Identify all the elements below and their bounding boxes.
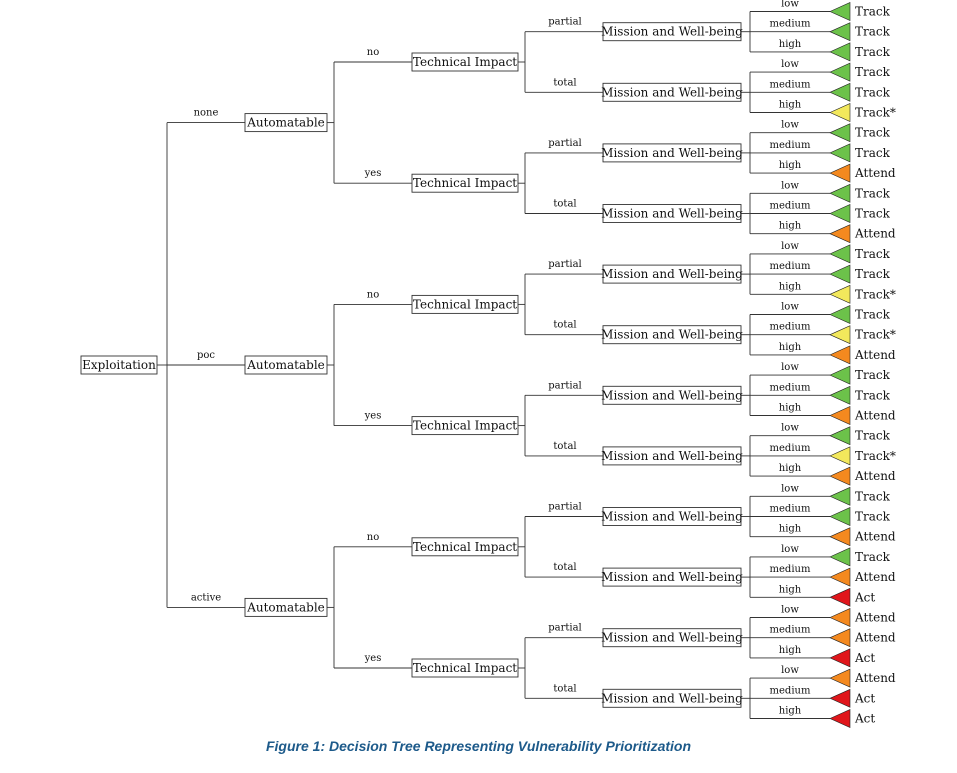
mission-node-11-label: Mission and Well-being [601, 630, 743, 645]
mission-node-3-label: Mission and Well-being [601, 145, 743, 160]
outcome-label-7: Track [855, 125, 890, 140]
outcome-label-21: Attend [855, 408, 896, 423]
outcome-label-8: Track [855, 145, 890, 160]
edge-label: medium [769, 261, 811, 273]
outcome-label-14: Track [855, 267, 890, 282]
outcome-label-9: Attend [855, 166, 896, 181]
outcome-marker-6 [830, 104, 850, 122]
edge-label: partial [548, 622, 582, 634]
outcome-marker-18 [830, 346, 850, 364]
technical-impact-node-4-label: Technical Impact [412, 418, 518, 433]
mission-node-12-label: Mission and Well-being [601, 691, 743, 706]
mission-node-4-label: Mission and Well-being [601, 206, 743, 221]
outcome-marker-20 [830, 386, 850, 404]
edge-label: no [366, 47, 380, 58]
edge-label: high [778, 705, 802, 717]
outcome-label-27: Attend [855, 529, 896, 544]
edge-label: partial [548, 16, 582, 28]
edge-label: high [778, 584, 802, 596]
outcome-label-32: Attend [855, 630, 896, 645]
outcome-label-12: Attend [855, 226, 896, 241]
outcome-label-36: Act [855, 711, 876, 726]
edge-label: total [553, 683, 577, 695]
edge-label: low [781, 240, 799, 252]
outcome-marker-10 [830, 184, 850, 202]
outcome-label-33: Act [855, 650, 876, 665]
outcome-label-15: Track* [855, 287, 896, 302]
mission-node-10-label: Mission and Well-being [601, 570, 743, 585]
edge-label: partial [548, 380, 582, 392]
edge-label: low [781, 362, 799, 374]
automatable-node-2-label: Automatable [247, 358, 325, 372]
outcome-label-31: Attend [855, 610, 896, 625]
outcome-label-6: Track* [855, 105, 896, 120]
edge-label: total [553, 562, 577, 574]
outcome-marker-30 [830, 588, 850, 606]
outcome-label-29: Attend [855, 570, 896, 585]
edge-label: no [366, 289, 380, 301]
outcome-label-18: Attend [855, 347, 896, 362]
outcome-marker-24 [830, 467, 850, 485]
outcome-label-3: Track [855, 44, 890, 59]
edge-label: low [781, 543, 799, 555]
outcome-label-25: Track [855, 489, 890, 504]
edge-label: high [778, 463, 802, 475]
outcome-label-22: Track [855, 428, 890, 443]
edge-label: high [778, 281, 802, 293]
outcome-label-1: Track [855, 4, 890, 19]
edge-label: no [366, 531, 380, 543]
edge-label: low [781, 0, 799, 10]
outcome-marker-5 [830, 83, 850, 101]
edge-label: high [778, 402, 802, 414]
edge-label: high [778, 99, 802, 111]
edge-label: low [781, 119, 799, 131]
edge-label: medium [769, 685, 811, 697]
outcome-label-11: Track [855, 206, 890, 221]
edge-label: medium [769, 321, 811, 333]
outcome-label-16: Track [855, 307, 890, 322]
outcome-label-5: Track [855, 85, 890, 100]
edge-label: total [553, 198, 577, 210]
edge-label: low [781, 59, 799, 71]
outcome-label-20: Track [855, 388, 890, 403]
edge-label: total [553, 440, 577, 452]
mission-node-7-label: Mission and Well-being [601, 388, 743, 403]
edge-label: partial [548, 259, 582, 271]
edge-label: medium [769, 442, 811, 454]
mission-node-6-label: Mission and Well-being [601, 327, 743, 342]
edge-label: yes [364, 410, 382, 422]
outcome-marker-28 [830, 548, 850, 566]
outcome-label-13: Track [855, 246, 890, 261]
technical-impact-node-1-label: Technical Impact [412, 55, 518, 69]
edge-label: high [778, 160, 802, 172]
edge-label: high [778, 341, 802, 353]
outcome-label-35: Act [855, 691, 876, 706]
outcome-label-2: Track [855, 24, 890, 39]
outcome-marker-2 [830, 23, 850, 41]
edge-label: medium [769, 624, 811, 636]
outcome-marker-1 [830, 3, 850, 21]
outcome-marker-32 [830, 629, 850, 647]
outcome-marker-36 [830, 710, 850, 728]
technical-impact-node-3-label: Technical Impact [412, 297, 518, 312]
outcome-label-24: Attend [855, 469, 896, 484]
technical-impact-node-2-label: Technical Impact [412, 176, 518, 191]
edge-label: high [778, 38, 802, 50]
edge-label: medium [769, 79, 811, 91]
mission-node-1-label: Mission and Well-being [601, 24, 743, 39]
outcome-marker-15 [830, 285, 850, 303]
mission-node-8-label: Mission and Well-being [601, 448, 743, 463]
outcome-marker-25 [830, 487, 850, 505]
edge-label: low [781, 665, 799, 677]
outcome-marker-16 [830, 306, 850, 324]
mission-node-9-label: Mission and Well-being [601, 509, 743, 524]
outcome-marker-11 [830, 205, 850, 223]
edge-label: poc [196, 350, 216, 361]
outcome-label-28: Track [855, 549, 890, 564]
edge-label: yes [364, 653, 382, 664]
outcome-marker-33 [830, 649, 850, 667]
outcome-marker-12 [830, 225, 850, 243]
outcome-label-34: Attend [855, 671, 896, 686]
outcome-marker-9 [830, 164, 850, 182]
outcome-marker-3 [830, 43, 850, 61]
edge-label: low [781, 301, 799, 313]
edge-label: yes [364, 168, 382, 180]
edge-label: medium [769, 503, 811, 515]
mission-node-5-label: Mission and Well-being [601, 267, 743, 282]
figure-caption: Figure 1: Decision Tree Representing Vulnerability Prioritization [265, 738, 692, 754]
outcome-marker-8 [830, 144, 850, 162]
edge-label: partial [548, 137, 582, 149]
outcome-marker-4 [830, 63, 850, 81]
edge-label: low [781, 180, 799, 192]
edge-label: high [778, 523, 802, 535]
outcome-marker-31 [830, 609, 850, 627]
outcome-marker-19 [830, 366, 850, 384]
automatable-node-1-label: Automatable [247, 115, 325, 130]
outcome-marker-34 [830, 669, 850, 687]
edge-label: low [781, 604, 799, 616]
automatable-node-3-label: Automatable [247, 600, 325, 615]
edge-label: none [193, 107, 219, 119]
outcome-marker-29 [830, 568, 850, 586]
edge-label: medium [769, 200, 811, 212]
edge-label: high [778, 644, 802, 656]
outcome-label-19: Track [855, 368, 890, 383]
mission-node-2-label: Mission and Well-being [601, 85, 743, 100]
technical-impact-node-6-label: Technical Impact [412, 661, 518, 675]
outcome-marker-35 [830, 689, 850, 707]
outcome-marker-13 [830, 245, 850, 263]
outcome-label-4: Track [855, 65, 890, 80]
outcome-marker-22 [830, 427, 850, 445]
outcome-marker-7 [830, 124, 850, 142]
edge-label: total [553, 319, 577, 331]
exploitation-root-label: Exploitation [82, 358, 156, 372]
outcome-label-23: Track* [855, 448, 896, 463]
outcome-marker-27 [830, 528, 850, 546]
outcome-marker-17 [830, 326, 850, 344]
edge-label: medium [769, 564, 811, 576]
outcome-label-30: Act [855, 590, 876, 605]
technical-impact-node-5-label: Technical Impact [412, 539, 518, 554]
outcome-marker-14 [830, 265, 850, 283]
edge-label: partial [548, 501, 582, 513]
outcome-marker-21 [830, 407, 850, 425]
outcome-label-17: Track* [855, 327, 896, 342]
edge-label: low [781, 483, 799, 495]
edge-label: low [781, 422, 799, 434]
outcome-marker-23 [830, 447, 850, 465]
edge-label: total [553, 77, 577, 89]
edge-label: medium [769, 382, 811, 394]
outcome-label-10: Track [855, 186, 890, 201]
edge-label: medium [769, 139, 811, 151]
edge-label: high [778, 220, 802, 232]
outcome-marker-26 [830, 508, 850, 526]
edge-label: medium [769, 18, 811, 30]
outcome-label-26: Track [855, 509, 890, 524]
edge-label: active [190, 592, 222, 604]
